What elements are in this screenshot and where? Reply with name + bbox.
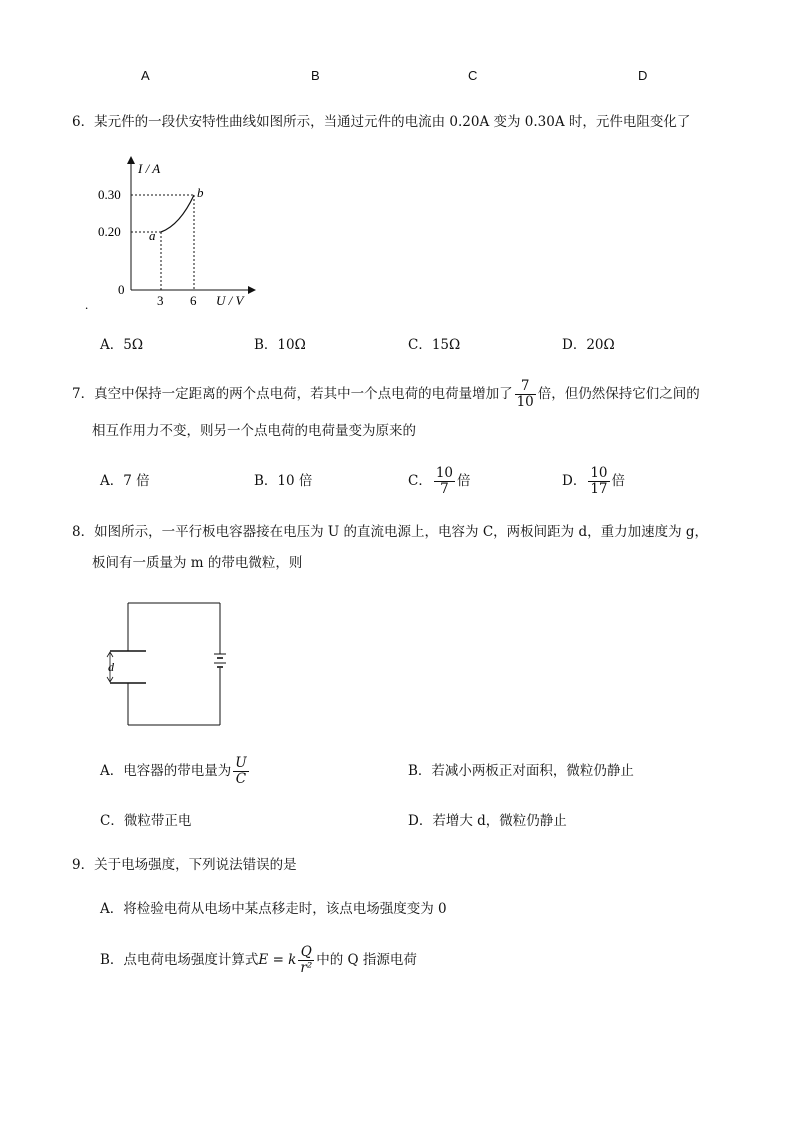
distance-d-label: d (108, 660, 114, 674)
x-tick-6: 6 (190, 293, 197, 308)
q8-option-a: A．电容器的带电量为 $\frac{U}{C}$ (100, 755, 247, 787)
q7-option-a: A．7 倍 (100, 473, 150, 489)
q8-line2: 板间有一质量为 m 的带电微粒，则 (92, 555, 303, 571)
q8-line1: 8．如图所示，一平行板电容器接在电压为 U 的直流电源上，电容为 C，两板间距为 d，重力加速度为 g， (72, 524, 709, 540)
q7-line2: 相互作用力不变，则另一个点电荷的电荷量变为原来的 (92, 423, 416, 439)
x-tick-3: 3 (157, 293, 164, 308)
q6-option-a: A．5Ω (100, 337, 144, 353)
q9-stem: 9．关于电场强度，下列说法错误的是 (72, 857, 297, 873)
q6-option-c: C．15Ω (408, 337, 461, 353)
x-axis-label: U / V (216, 293, 244, 308)
battery-icon (214, 654, 226, 667)
point-b-label: b (197, 185, 204, 200)
top-label-a: A (141, 68, 150, 83)
q6-option-d: D．20Ω (562, 337, 615, 353)
top-label-c: C (468, 68, 478, 83)
q7-fraction: $\frac{7}{10}$ (516, 378, 534, 410)
q8-option-c: C．微粒带正电 (100, 813, 192, 829)
point-a-label: a (149, 228, 156, 243)
q9-option-b: B．点电荷电场强度计算式E = k $\frac{Q}{\text{r²}}$ 中的 Q 指源电荷 (100, 944, 417, 976)
q6-stem: 6．某元件的一段伏安特性曲线如图所示，当通过元件的电流由 0.20A 变为 0.30A 时，元件电阻变化了 (72, 114, 691, 130)
top-label-d: D (638, 68, 648, 83)
q6-option-b: B．10Ω (254, 337, 306, 353)
q7-line1: 7．真空中保持一定距离的两个点电荷，若其中一个点电荷的电荷量增加了 $\frac{7}{10}$ 倍，但仍然保持它们之间的 (72, 378, 700, 410)
q9-option-a: A．将检验电荷从电场中某点移走时，该点电场强度变为 0 (100, 901, 447, 917)
q7-option-b: B．10 倍 (254, 473, 313, 489)
iv-curve (161, 195, 194, 232)
stray-dot: . (85, 297, 89, 312)
q6-iv-graph (80, 155, 280, 315)
q8-option-b: B．若减小两板正对面积，微粒仍静止 (408, 763, 634, 779)
q8-option-d: D．若增大 d，微粒仍静止 (408, 813, 567, 829)
y-axis-label: I / A (138, 161, 161, 176)
q7-option-c: C． $\frac{10}{7}$ 倍 (408, 465, 471, 497)
q8-capacitor-circuit (100, 598, 230, 730)
y-tick-020: 0.20 (98, 224, 121, 239)
top-label-b: B (311, 68, 320, 83)
y-tick-030: 0.30 (98, 187, 121, 202)
origin-label: 0 (118, 282, 125, 297)
q7-option-d: D． $\frac{10}{17}$ 倍 (562, 465, 626, 497)
